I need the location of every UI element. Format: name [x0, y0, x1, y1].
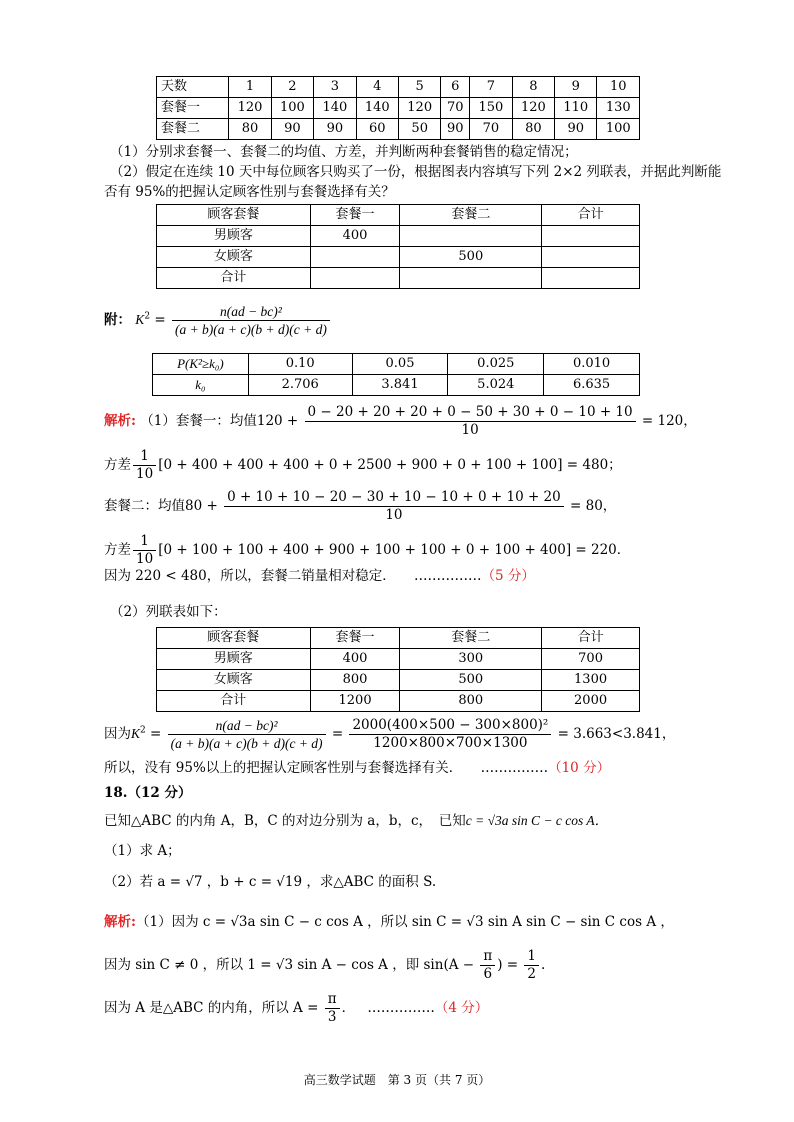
solution-variance-2: 方差 $\frac{1}{10}$ [0 + 100 + 100 + 400 + 900 + 100 + 100 + 0 + 100 + 400] = 220．	[104, 533, 631, 567]
table-cell: 3	[314, 77, 356, 98]
question-1: （1）分别求套餐一、套餐二的均值、方差，并判断两种套餐销售的稳定情况；	[110, 144, 578, 160]
table-cell: 120	[512, 98, 554, 119]
table-cell: 500	[400, 247, 542, 268]
table-row	[157, 98, 640, 119]
table-cell: 1300	[542, 670, 640, 691]
q18-part2: （2）若 a = √7 ，b + c = √19 ，求△ABC 的面积 S.	[104, 874, 437, 890]
table-cell: 1200	[310, 691, 400, 712]
table-cell: 合计	[542, 205, 640, 226]
table-cell: 9	[555, 77, 597, 98]
k2-fraction: $\frac{\text{n(ad − bc)²}}{(a + b)(a + c)(b + d)(c + d)}$	[172, 303, 330, 338]
solution-mean-2: 套餐二：均值80 + $\frac{0 + 10 + 10 - 20 - 30 + 10 - 10 + 0 + 10 + 20}{10}$ = 80，	[104, 489, 617, 523]
table-cell: 90	[555, 119, 597, 140]
q18-solution-line2: 因为 sin C ≠ 0 ，所以 1 = √3 sin A − cos A ，即 sin(A − $\frac{\pi}{6}$ ) = $\frac{1}{2}$ .	[104, 948, 546, 982]
table-cell: 2	[271, 77, 313, 98]
solution-variance-1: 方差 $\frac{1}{10}$ [0 + 400 + 400 + 400 + 0 + 2500 + 900 + 0 + 100 + 100] = 480；	[104, 448, 622, 482]
table-cell: 700	[542, 649, 640, 670]
score-4: （4 分）	[434, 1000, 489, 1016]
table-cell: 140	[356, 98, 398, 119]
table-cell: 110	[555, 98, 597, 119]
table-cell: 150	[470, 98, 512, 119]
table-cell: 120	[398, 98, 440, 119]
table-cell: 800	[400, 691, 542, 712]
table-row	[157, 205, 640, 226]
table-cell: 女顾客	[157, 247, 311, 268]
conclusion-2: 所以，没有 95%以上的把握认定顾客性别与套餐选择有关． ……………（10 分）	[104, 760, 611, 776]
table-row	[157, 119, 640, 140]
table-cell: 140	[314, 98, 356, 119]
solution-label: 解析:	[104, 413, 136, 429]
table-cell: 男顾客	[157, 649, 311, 670]
table-cell	[310, 247, 400, 268]
table-cell: 6	[441, 77, 470, 98]
question-2-line1: （2）假定在连续 10 天中每位顾客只购买了一份，根据图表内容填写下列 2×2 列联表，并据此判断能	[110, 164, 722, 180]
q18-title: 18.（12 分）	[104, 785, 192, 801]
table-cell: 套餐一	[310, 205, 400, 226]
table-row	[157, 247, 640, 268]
table-cell: 90	[441, 119, 470, 140]
table-cell: 顾客套餐	[157, 205, 311, 226]
table-cell: 500	[400, 670, 542, 691]
table-cell: 7	[470, 77, 512, 98]
q18-stem: 已知△ABC 的内角 A，B，C 的对边分别为 a，b，c， 已知c = √3a sin C − c cos A．	[104, 813, 609, 829]
score-5: （5 分）	[481, 568, 535, 584]
question-2-line2: 否有 95%的把握认定顾客性别与套餐选择有关？	[104, 184, 395, 200]
table-row	[157, 628, 640, 649]
table-cell: 合计	[157, 268, 311, 289]
table-cell: 套餐二	[400, 628, 542, 649]
table-cell: 合计	[542, 628, 640, 649]
table-row	[157, 226, 640, 247]
k0-head: k₀	[153, 375, 249, 396]
table-cell: 4	[356, 77, 398, 98]
contingency-table-filled	[156, 627, 640, 712]
table-cell	[542, 268, 640, 289]
table-cell: 套餐一	[157, 98, 229, 119]
table-cell	[400, 226, 542, 247]
table-cell: 50	[398, 119, 440, 140]
table-cell: 120	[229, 98, 271, 119]
table-cell: 90	[271, 119, 313, 140]
table-cell: 70	[470, 119, 512, 140]
q18-solution-line1: 解析:（1）因为 c = √3a sin C − c cos A ，所以 sin C = √3 sin A sin C − sin C cos A ，	[104, 914, 674, 930]
table-cell: 10	[597, 77, 640, 98]
table-cell: 70	[441, 98, 470, 119]
table-cell: 300	[400, 649, 542, 670]
table-cell: 400	[310, 226, 400, 247]
table-row	[157, 649, 640, 670]
table-cell: 男顾客	[157, 226, 311, 247]
critical-value-table: P(K²≥k₀) 0.10 0.05 0.025 0.010 k₀ 2.706 3.841 5.024 6.635	[152, 353, 640, 396]
page-footer: 高三数学试题 第 3 页（共 7 页）	[303, 1073, 491, 1087]
conclusion-1: 因为 220 < 480，所以，套餐二销量相对稳定． ……………（5 分）	[104, 568, 535, 584]
table-cell: 天数	[157, 77, 229, 98]
table-cell	[310, 268, 400, 289]
table-row	[157, 670, 640, 691]
table-cell: 套餐一	[310, 628, 400, 649]
k2-computation: 因为$K^2$ = $\frac{\text{n(ad − bc)²}}{(a + b)(a + c)(b + d)(c + d)}$ = $\frac{\text{2000(400×500 − 300×800)²}}{1200\times 800\times 700\times 1300}$ = 3.663<3.841，	[104, 717, 676, 751]
appendix-formula: 附： $K^2$ = $\frac{\text{n(ad − bc)²}}{(a + b)(a + c)(b + d)(c + d)}$	[104, 303, 332, 338]
table-cell: 2000	[542, 691, 640, 712]
q18-solution-line3: 因为 A 是△ABC 的内角，所以 A = $\frac{\pi}{3}$ ． ……………（4 分）	[104, 991, 489, 1025]
table-cell: 90	[314, 119, 356, 140]
part-2-label: （2）列联表如下：	[110, 604, 227, 620]
table-cell: 130	[597, 98, 640, 119]
table-cell: 80	[512, 119, 554, 140]
table-cell: 合计	[157, 691, 311, 712]
table-cell: 100	[271, 98, 313, 119]
solution-mean-1: 解析: （1）套餐一：均值120 + $\frac{0 - 20 + 20 + 20 + 0 - 50 + 30 + 0 - 10 + 10}{10}$ = 120，	[104, 404, 697, 438]
table-cell: 1	[229, 77, 271, 98]
p-head: P(K²≥k₀)	[153, 354, 249, 375]
table-cell	[400, 268, 542, 289]
table-cell: 5	[398, 77, 440, 98]
sales-table	[156, 76, 640, 140]
table-cell: 80	[229, 119, 271, 140]
table-row	[157, 691, 640, 712]
q18-part1: （1）求 A；	[104, 843, 181, 859]
table-cell	[542, 247, 640, 268]
table-cell	[542, 226, 640, 247]
appendix-label: 附：	[104, 312, 131, 328]
table-row	[157, 268, 640, 289]
table-cell: 100	[597, 119, 640, 140]
table-cell: 800	[310, 670, 400, 691]
score-10: （10 分）	[548, 760, 611, 776]
contingency-table-blank	[156, 204, 640, 289]
table-cell: 女顾客	[157, 670, 311, 691]
table-cell: 套餐二	[400, 205, 542, 226]
table-cell: 顾客套餐	[157, 628, 311, 649]
table-cell: 400	[310, 649, 400, 670]
table-row	[157, 77, 640, 98]
table-cell: 60	[356, 119, 398, 140]
table-cell: 套餐二	[157, 119, 229, 140]
table-cell: 8	[512, 77, 554, 98]
